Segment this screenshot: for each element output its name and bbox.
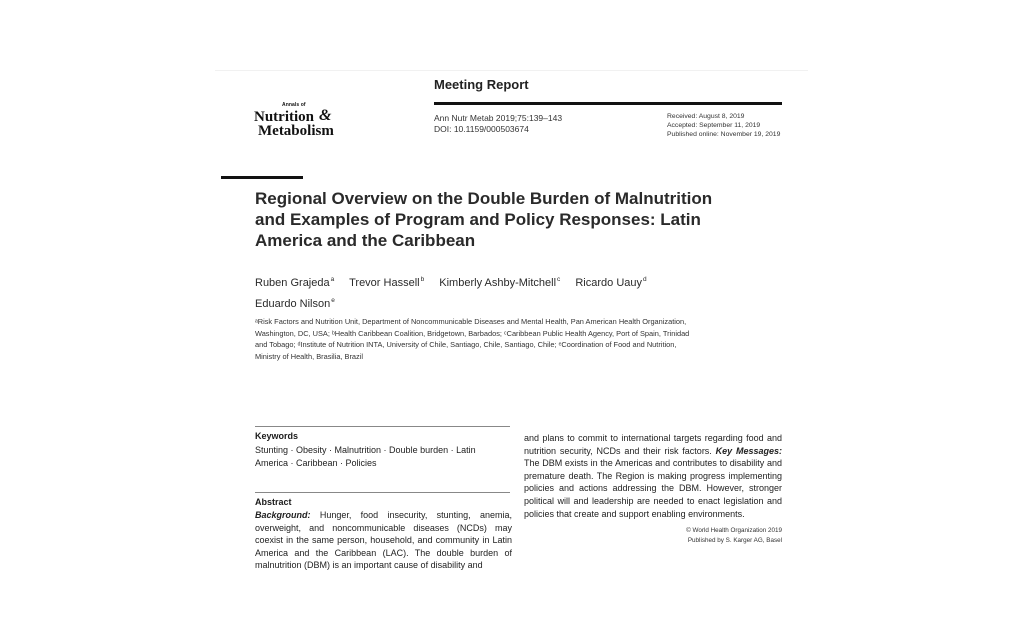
abstract-heading: Abstract: [255, 497, 292, 507]
logo-line2: Metabolism: [258, 123, 334, 139]
received-date: Received: August 8, 2019: [667, 113, 745, 120]
author[interactable]: Ricardo Uauy$^d$: [575, 276, 647, 289]
logo-small-text: Annals of: [282, 102, 306, 108]
doi-link[interactable]: DOI: 10.1159/000503674: [434, 124, 529, 134]
keywords-heading: Keywords: [255, 431, 299, 441]
published-date: Published online: November 19, 2019: [667, 130, 781, 138]
accepted-date: Accepted: September 11, 2019: [667, 121, 761, 129]
logo-line1: Nutrition: [254, 109, 314, 125]
top-divider: [215, 70, 808, 71]
key-messages-label: Key Messages:: [715, 445, 782, 456]
section-rule: [434, 102, 782, 105]
background-label: Background:: [255, 510, 311, 520]
author[interactable]: Eduardo Nilson$^e$: [255, 297, 335, 310]
background-text: Hunger, food insecurity, stunting, anemia, overweight, and noncommunicable diseases (NCDs) may coexist in the same person, household, and community in Latin America and the Caribbean (LAC). The double burden of malnutrition (DBM) is an important cause of disability and: [255, 510, 512, 571]
abstract-rule: [255, 492, 510, 493]
copyright-block: [600, 526, 782, 545]
journal-logo: [253, 103, 361, 139]
affiliations: ᵃRisk Factors and Nutrition Unit, Department of Noncommunicable Diseases and Mental Health, Pan American Health Organization, Washington, DC, USA; ᵇHealth Caribbean Coalition, Bridgetown, Barbados; ᶜCaribbean Public Health Agency, Port of Spain, Trinidad and Tobago; ᵈInstitute of Nutrition INTA, University of Chile, Santiago, Chile, Santiago, Chile; ᵉCoordination of Food and Nutrition, Ministry of Health, Brasilia, Brazil: [255, 317, 690, 362]
author-list: [255, 271, 715, 313]
keywords-rule: [255, 426, 510, 427]
author[interactable]: Kimberly Ashby-Mitchell$^c$: [439, 276, 561, 289]
keywords-text: Stunting · Obesity · Malnutrition · Double burden · Latin America · Caribbean · Policies: [255, 445, 476, 468]
copyright-line1: © World Health Organization 2019: [686, 527, 782, 534]
citation: Ann Nutr Metab 2019;75:139–143: [434, 113, 563, 123]
title-rule: [221, 176, 303, 179]
column2-text1: and plans to commit to international targets regarding food and nutrition security, NCDs and their risk factors.: [524, 433, 782, 456]
author[interactable]: Trevor Hassell$^b$: [349, 276, 425, 289]
abstract-text: [255, 509, 512, 572]
article-title: Regional Overview on the Double Burden of Malnutrition and Examples of Program and Policy Responses: Latin America and the Caribbean: [255, 189, 713, 250]
section-label: Meeting Report: [434, 77, 529, 92]
dates-block: [667, 113, 780, 139]
copyright-line2: Published by S. Karger AG, Basel: [687, 536, 782, 544]
column2-text2: The DBM exists in the Americas and contributes to disability and premature death. The Region is making progress implementing policies and actions addressing the DBM. However, stronger political will and leadership are needed to enact legislation and policies that create and support enabling environments.: [524, 458, 782, 519]
citation-block: [434, 113, 562, 135]
logo-ampersand: &: [319, 107, 332, 124]
abstract-column-2: [524, 432, 782, 520]
author[interactable]: Ruben Grajeda$^a$: [255, 276, 335, 289]
